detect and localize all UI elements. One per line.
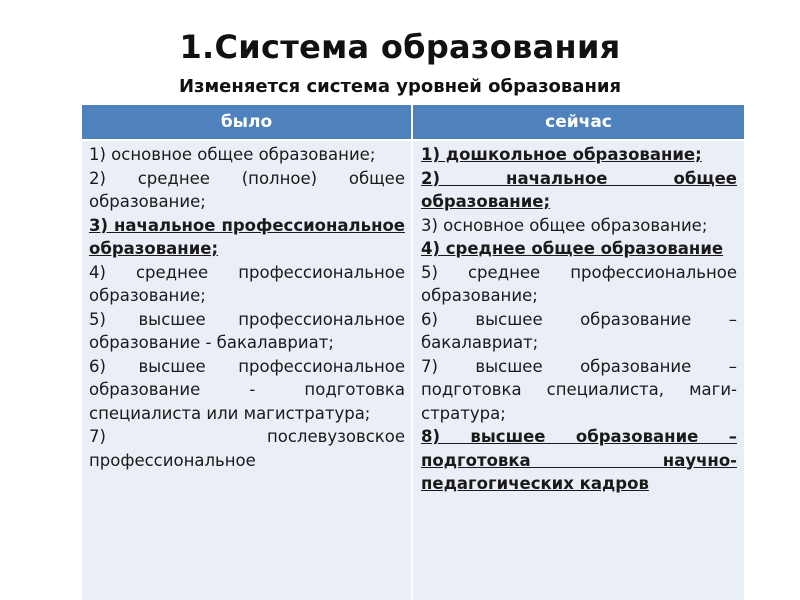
before-level-item: 1) основное общее образование; [89, 145, 376, 164]
now-level-item: 1) дошкольное образование; [421, 145, 702, 164]
before-level-item: 7) послевузовское профессиональное [89, 427, 405, 470]
column-header-before: было [82, 105, 411, 139]
now-levels-cell [421, 143, 737, 496]
now-level-item: 3) основное общее образование; [421, 215, 708, 235]
page-title: 1.Система образования [179, 28, 621, 66]
page-subtitle: Изменяется система уровней образования [178, 76, 622, 97]
now-level-item: 8) высшее образование – подготовка научно-педагогических кадров [421, 427, 737, 493]
before-level-item: 4) среднее профессиональное образование; [89, 262, 405, 305]
comparison-table [82, 105, 744, 600]
now-level-item: 2) начальное общее образование; [421, 168, 737, 211]
before-level-item: 2) среднее (полное) общее образование; [89, 168, 405, 211]
before-levels-cell [89, 143, 405, 472]
now-level-item: 4) среднее общее образование [421, 239, 724, 258]
column-divider [411, 105, 413, 600]
before-level-item: 3) начальное профессиональное образование; [89, 215, 405, 258]
now-level-item: 6) высшее образование – бакалавриат; [421, 309, 737, 352]
before-level-item: 5) высшее профессиональное образование - бакалавриат; [89, 309, 405, 352]
before-level-item: 6) высшее профессиональное образование - подготовка специалиста или магистратура; [89, 356, 405, 423]
column-header-now: сейчас [413, 105, 744, 139]
header-separator [82, 139, 744, 141]
now-level-item: 7) высшее образование – подготовка специалиста, маги-стратура; [421, 356, 737, 423]
now-level-item: 5) среднее профессиональное образование; [421, 262, 737, 305]
